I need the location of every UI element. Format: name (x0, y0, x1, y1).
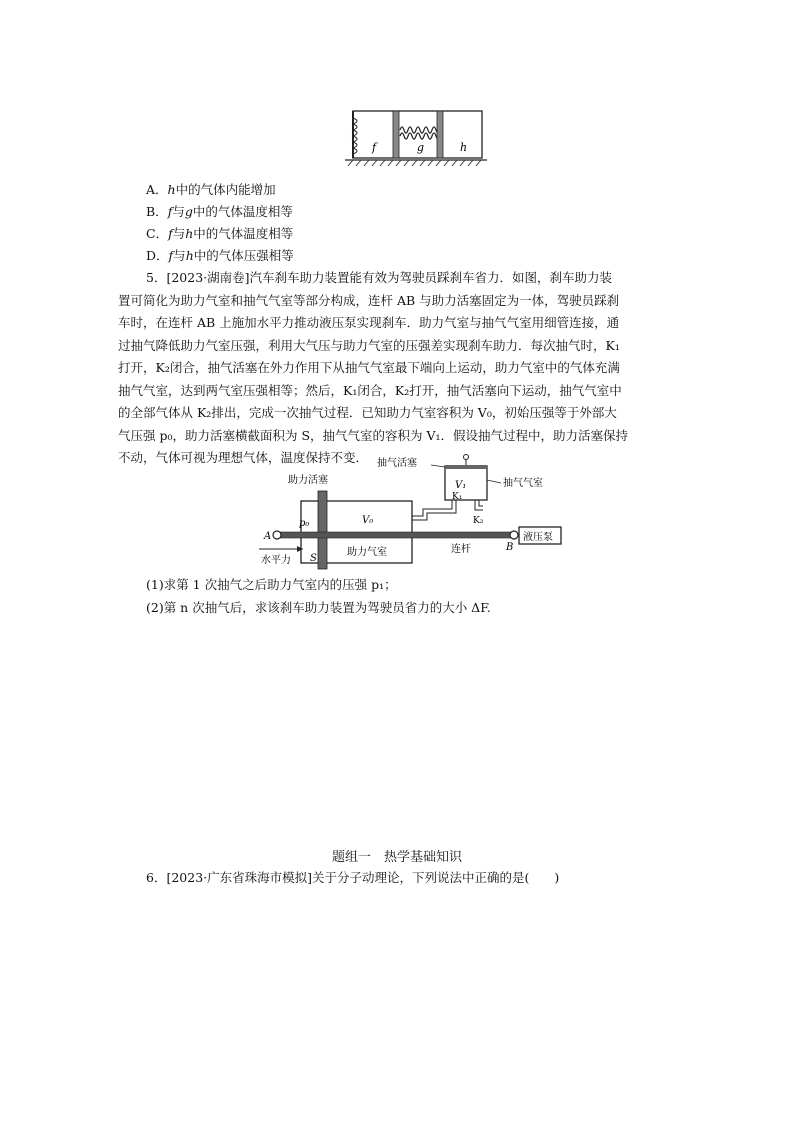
label-g: g (417, 141, 425, 154)
label-f: f (372, 141, 377, 154)
q5-line: 置可简化为助力气室和抽气气室等部分构成，连杆 AB 与助力活塞固定为一体，驾驶员踩刹 (118, 292, 620, 308)
option-a[interactable]: A．h中的气体内能增加 (146, 182, 276, 197)
figure-brake-assist (255, 453, 565, 573)
label-a: A (264, 531, 272, 542)
label-hydraulic-pump: 液压泵 (523, 532, 553, 543)
figure-cylinder-fgh (340, 106, 490, 168)
label-s: S (310, 553, 317, 564)
q5-line: 车时，在连杆 AB 上施加水平力推动液压泵实现刹车．助力气室与抽气气室用细管连接，通 (118, 315, 620, 330)
q5-line: 打开，K₂闭合，抽气活塞在外力作用下从抽气气室最下端向上运动，助力气室中的气体充满 (118, 360, 620, 375)
label-p0: p₀ (299, 518, 310, 529)
heating-coil (353, 118, 357, 154)
q5-line: 过抽气降低助力气室压强，利用大气压与助力气室的压强差实现刹车助力．每次抽气时，K₁ (118, 337, 620, 353)
question-6: 6．[2023·广东省珠海市模拟]关于分子动理论，下列说法中正确的是( ) (146, 870, 560, 885)
subquestion-1: (1)求第 1 次抽气之后助力气室内的压强 p₁； (146, 577, 397, 592)
pump-piston (445, 465, 487, 469)
pump-handle-icon (464, 455, 469, 460)
label-assist-chamber: 助力气室 (347, 547, 387, 558)
subquestion-2: (2)第 n 次抽气后，求该刹车助力装置为驾驶员省力的大小 ΔF. (146, 600, 491, 615)
label-k1: K₁ (452, 492, 463, 502)
label-b: B (506, 542, 514, 553)
q5-line: 抽气气室，达到两气室压强相等；然后，K₁闭合，K₂打开，抽气活塞向下运动，抽气气室中 (118, 382, 622, 398)
option-b[interactable]: B．f与g中的气体温度相等 (146, 204, 293, 219)
label-v1: V₁ (455, 480, 467, 491)
assist-piston (318, 491, 327, 569)
label-pump-piston: 抽气活塞 (377, 458, 417, 469)
piston-right (437, 111, 443, 158)
label-assist-piston: 助力活塞 (288, 475, 328, 486)
piston-left (393, 111, 399, 158)
q5-line: 不动，气体可视为理想气体，温度保持不变． (118, 450, 369, 465)
q5-line: 的全部气体从 K₂排出，完成一次抽气过程．已知助力气室容积为 V₀，初始压强等于外部大 (118, 405, 617, 420)
label-h: h (460, 141, 468, 154)
rod-ab (277, 532, 513, 538)
label-k2: K₂ (473, 516, 484, 526)
option-d[interactable]: D．f与h中的气体压强相等 (146, 248, 294, 263)
label-horizontal-force: 水平力 (261, 555, 291, 566)
spring (400, 127, 440, 133)
label-rod: 连杆 (451, 544, 471, 555)
label-pump-chamber: 抽气气室 (503, 478, 543, 489)
option-c[interactable]: C．f与h中的气体温度相等 (146, 226, 294, 241)
label-v0: V₀ (362, 515, 374, 526)
q5-line: 气压强 p₀，助力活塞横截面积为 S，抽气气室的容积为 V₁．假设抽气过程中，助力活塞保持 (118, 427, 629, 443)
q5-line: 5．[2023·湖南卷]汽车刹车助力装置能有效为驾驶员踩刹车省力．如图，刹车助力装 (146, 270, 612, 285)
section-title: 题组一 热学基础知识 (331, 850, 462, 865)
